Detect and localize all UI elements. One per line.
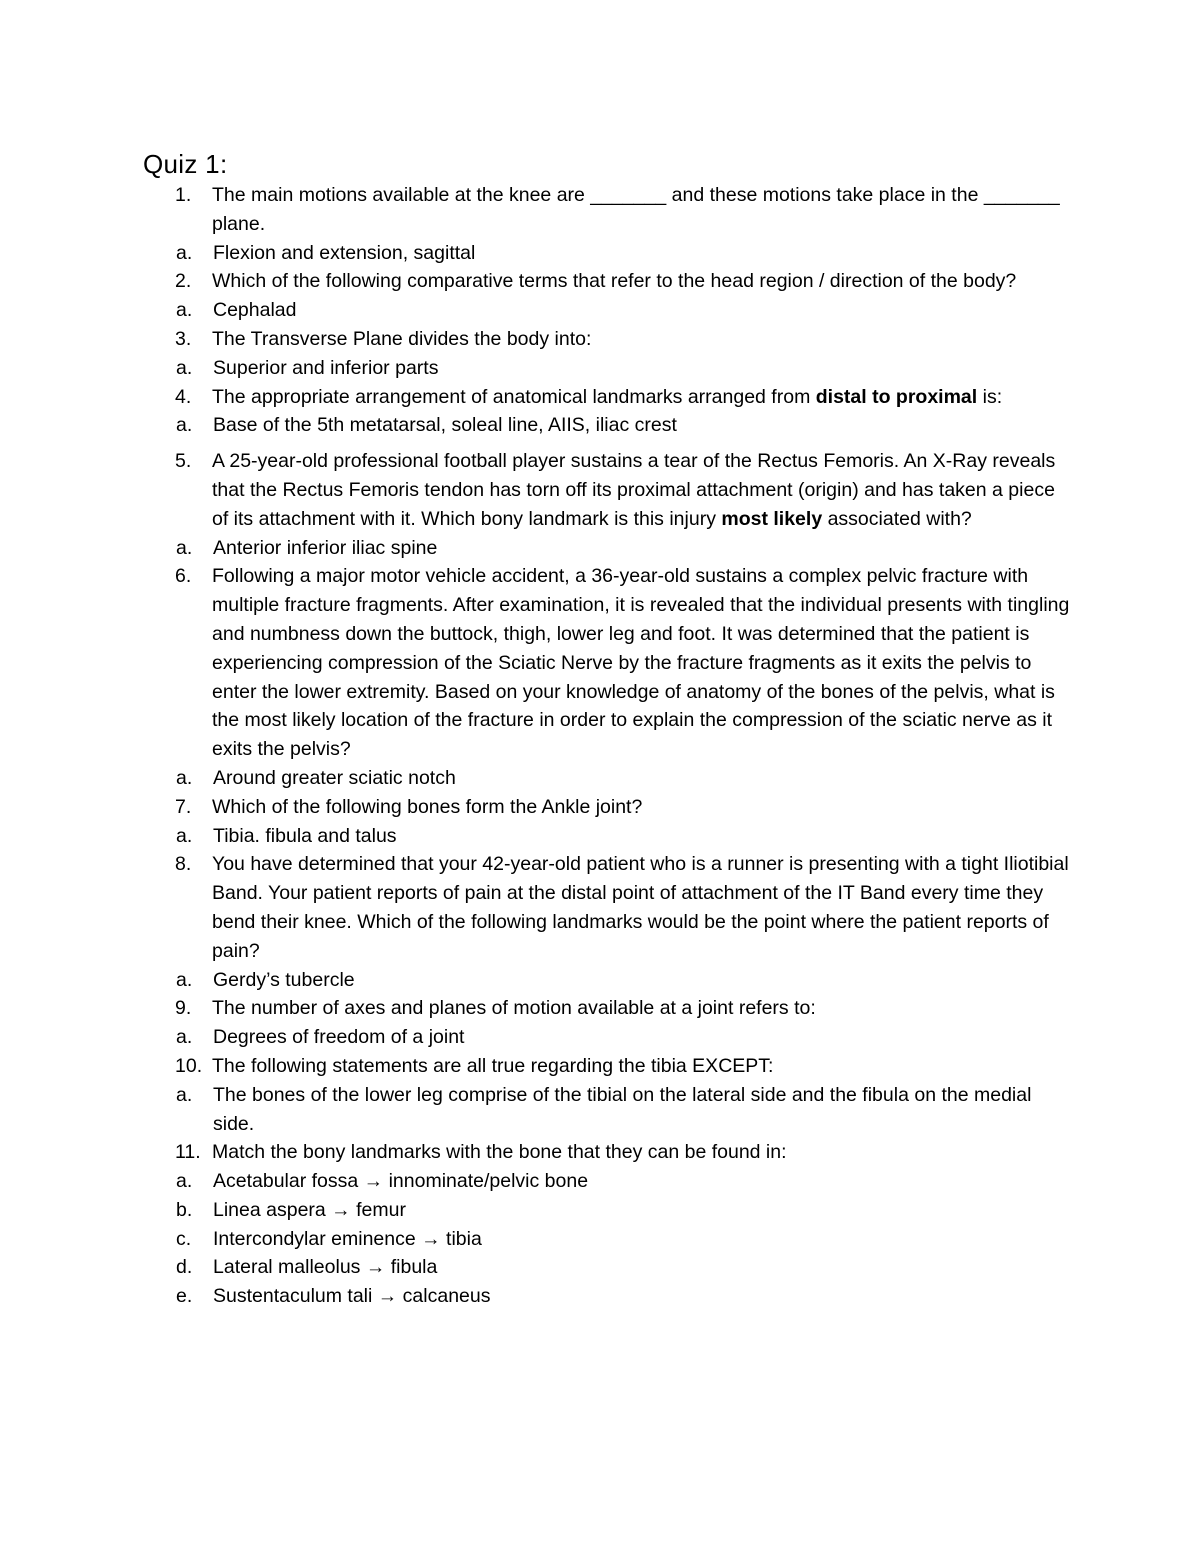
question-6 [143, 562, 1073, 764]
question-11 [143, 1138, 1073, 1167]
answer-text: Linea aspera → femur [213, 1198, 406, 1221]
answer-11d [74, 1253, 1073, 1282]
question-text-before: A 25-year-old professional football player sustains a tear of the Rectus Femoris. An X-Ray reveals that the Rectus Femoris tendon has torn off its proximal attachment (origin) and has taken a piece of its attachment with it. Which bony landmark is this injury [212, 450, 1056, 530]
answer-11a [74, 1167, 1073, 1196]
answer-5a [74, 534, 1073, 563]
answer-10a [74, 1081, 1073, 1139]
answer-letter: c. [176, 1227, 192, 1250]
question-text: The Transverse Plane divides the body into: [212, 327, 592, 350]
question-2 [143, 267, 1073, 296]
answer-letter: a. [176, 299, 193, 322]
answer-text: Base of the 5th metatarsal, soleal line, AIIS, iliac crest [213, 414, 677, 437]
question-9 [143, 994, 1073, 1023]
answer-9a [74, 1023, 1073, 1052]
answer-4a [74, 411, 1073, 440]
question-text: The main motions available at the knee are _______ and these motions take place in the _______ plane. [212, 184, 1060, 235]
question-text: Which of the following comparative terms that refer to the head region / direction of the body? [212, 270, 1017, 293]
answer-text: The bones of the lower leg comprise of the tibial on the lateral side and the fibula on the medial side. [213, 1083, 1032, 1135]
answer-text: Sustentaculum tali → calcaneus [213, 1285, 491, 1308]
question-number: 11. [175, 1141, 201, 1164]
answer-text: Tibia. fibula and talus [213, 824, 397, 847]
question-number: 5. [175, 450, 192, 473]
question-text: Match the bony landmarks with the bone that they can be found in: [212, 1141, 787, 1164]
answer-7a [74, 822, 1073, 851]
answer-letter: a. [176, 968, 193, 991]
answer-text: Anterior inferior iliac spine [213, 536, 438, 559]
answer-11c [74, 1225, 1073, 1254]
answer-letter: d. [176, 1256, 193, 1279]
answer-letter: a. [176, 1170, 193, 1193]
answer-6a [74, 764, 1073, 793]
question-number: 10. [175, 1054, 203, 1077]
question-number: 7. [175, 795, 192, 818]
question-number: 1. [175, 184, 192, 206]
answer-letter: a. [176, 824, 193, 847]
question-8 [143, 850, 1073, 965]
question-text-after: is: [977, 385, 1003, 408]
answer-letter: a. [176, 414, 193, 437]
answer-text: Cephalad [213, 299, 297, 322]
answer-3a [74, 354, 1073, 383]
question-10 [143, 1052, 1073, 1081]
answer-letter: a. [176, 1083, 193, 1106]
answer-text: Gerdy’s tubercle [213, 968, 355, 991]
question-text: The following statements are all true regarding the tibia EXCEPT: [212, 1054, 774, 1077]
question-number: 4. [175, 385, 192, 408]
answer-letter: a. [176, 356, 193, 379]
answer-letter: a. [176, 241, 193, 264]
answer-letter: a. [176, 766, 193, 789]
answer-text: Acetabular fossa → innominate/pelvic bone [213, 1170, 589, 1193]
question-3 [143, 325, 1073, 354]
question-number: 6. [175, 565, 192, 588]
question-text-emphasis: most likely [721, 507, 823, 530]
question-7 [143, 793, 1073, 822]
question-number: 2. [175, 270, 192, 293]
question-number: 3. [175, 327, 192, 350]
quiz-title: Quiz 1: [143, 149, 228, 179]
answer-letter: a. [176, 536, 193, 559]
answer-letter: a. [176, 1026, 193, 1049]
answer-11b [74, 1196, 1073, 1225]
question-text-after: associated with? [822, 507, 972, 530]
question-4 [143, 383, 1073, 412]
answer-letter: b. [176, 1198, 193, 1221]
question-1 [143, 181, 1073, 239]
answer-letter: e. [176, 1285, 193, 1308]
answer-text: Flexion and extension, sagittal [213, 241, 476, 264]
answer-text: Superior and inferior parts [213, 356, 439, 379]
question-text: Which of the following bones form the Ankle joint? [212, 795, 643, 818]
question-text: Following a major motor vehicle accident, a 36-year-old sustains a complex pelvic fracture with multiple fracture fragments. After examination, it is revealed that the individual presents with tingling and numbness down the buttock, thigh, lower leg and foot. It was determined that the patient is experiencing compression of the Sciatic Nerve by the fracture fragments as it exits the pelvis to enter the lower extremity. Based on your knowledge of anatomy of the bones of the pelvis, what is the most likely location of the fracture in order to explain the compression of the sciatic nerve as it exits the pelvis? [212, 565, 1070, 761]
answer-11e [74, 1282, 1073, 1311]
answer-text: Intercondylar eminence → tibia [213, 1227, 482, 1250]
question-number: 9. [175, 997, 192, 1020]
answer-text: Lateral malleolus → fibula [213, 1256, 438, 1279]
spacer [143, 440, 1073, 447]
answer-text: Degrees of freedom of a joint [213, 1026, 465, 1049]
question-text: You have determined that your 42-year-old patient who is a runner is presenting with a tight Iliotibial Band. Your patient reports of pain at the distal point of attachment of the IT Band every time they bend their knee. Which of the following landmarks would be the point where the patient reports of pain? [212, 853, 1069, 962]
answer-text: Around greater sciatic notch [213, 766, 456, 789]
answer-8a [74, 966, 1073, 995]
answer-2a [74, 296, 1073, 325]
question-number: 8. [175, 853, 192, 876]
question-5 [143, 447, 1073, 533]
answer-1a [74, 239, 1073, 268]
question-text-emphasis: distal to proximal [815, 385, 978, 408]
question-text: The number of axes and planes of motion available at a joint refers to: [212, 997, 816, 1020]
question-list [143, 181, 1073, 1311]
question-text-before: The appropriate arrangement of anatomical landmarks arranged from [212, 385, 816, 408]
